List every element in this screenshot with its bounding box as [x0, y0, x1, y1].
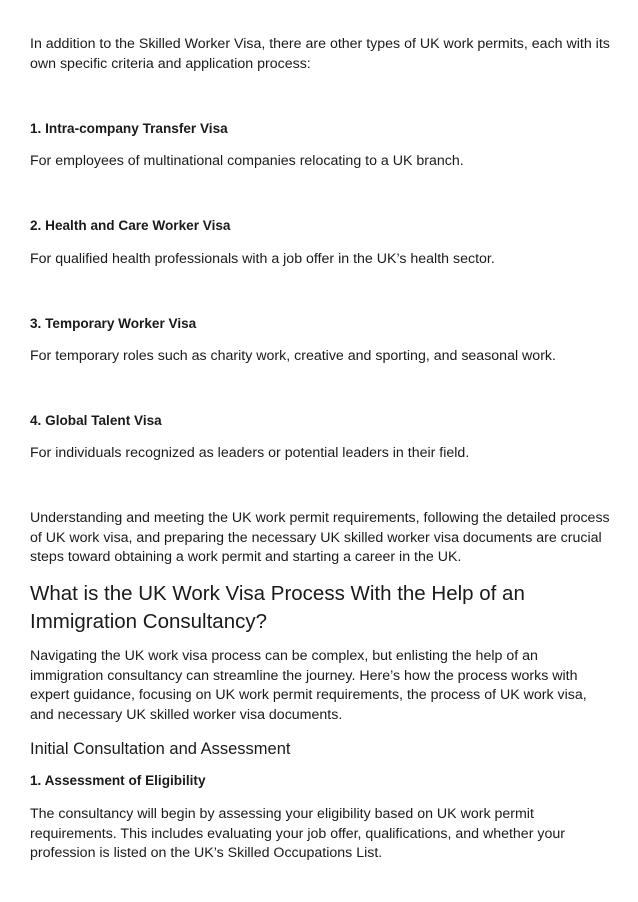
summary-paragraph: Understanding and meeting the UK work permit requirements, following the detailed process of UK work visa, and preparing the necessary UK skilled worker visa documents are crucial steps toward obtaining a work permit and starting a career in the UK. — [30, 510, 610, 566]
visa-type-number: 3. — [30, 316, 42, 331]
visa-type-description-3: For temporary roles such as charity work, creative and sporting, and seasonal work. — [30, 348, 556, 364]
visa-type-description-4: For individuals recognized as leaders or potential leaders in their field. — [30, 445, 470, 461]
intro-paragraph: In addition to the Skilled Worker Visa, there are other types of UK work permits, each with its own specific criteria and application process: — [30, 36, 610, 72]
subsection-heading: Initial Consultation and Assessment — [30, 740, 291, 758]
visa-type-heading-4 — [30, 412, 162, 430]
visa-type-description-1: For employees of multinational companies relocating to a UK branch. — [30, 153, 464, 169]
step-heading: 1. Assessment of Eligibility — [30, 773, 206, 788]
visa-type-number: 1. — [30, 121, 42, 136]
visa-type-heading-1 — [30, 120, 228, 138]
step-description: The consultancy will begin by assessing your eligibility based on UK work permit requirements. This includes evaluating your job offer, qualifications, and whether your profession is listed on the UK’s Skilled Occupations List. — [30, 806, 565, 862]
visa-type-number: 2. — [30, 218, 42, 233]
visa-type-title: Health and Care Worker Visa — [45, 218, 231, 233]
visa-type-title: Temporary Worker Visa — [45, 316, 197, 331]
section-intro-paragraph: Navigating the UK work visa process can be complex, but enlisting the help of an immigration consultancy can streamline the journey. Here’s how the process works with expert guidance, focusing on UK work permit requirements, the process of UK work visa, and necessary UK skilled worker visa documents. — [30, 648, 587, 723]
visa-type-title: Global Talent Visa — [45, 413, 162, 428]
visa-type-heading-2 — [30, 217, 230, 235]
visa-type-title: Intra-company Transfer Visa — [45, 121, 228, 136]
section-heading: What is the UK Work Visa Process With the Help of an Immigration Consultancy? — [30, 582, 525, 633]
visa-type-number: 4. — [30, 413, 42, 428]
visa-type-description-2: For qualified health professionals with a job offer in the UK’s health sector. — [30, 251, 495, 267]
visa-type-heading-3 — [30, 315, 196, 333]
